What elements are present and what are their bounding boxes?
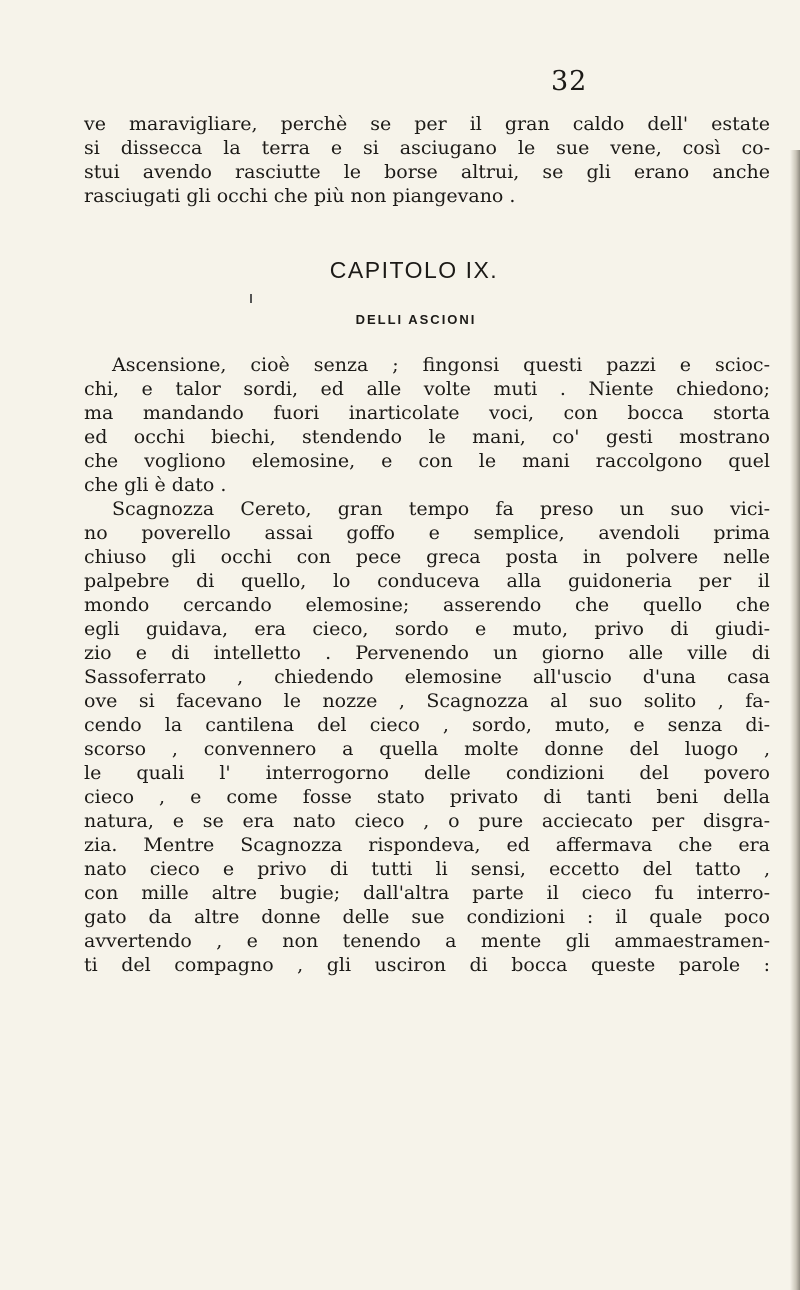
text-line: scorso , convennero a quella molte donne del luogo , (84, 738, 770, 760)
text-line: stui avendo rasciutte le borse altrui, se gli erano anche (84, 161, 770, 183)
text-line: avvertendo , e non tenendo a mente gli ammaestramen- (84, 930, 770, 952)
text-line: che gli è dato . (84, 474, 227, 496)
text-line: ti del compagno , gli usciron di bocca queste parole : (84, 954, 770, 976)
text-line: cendo la cantilena del cieco , sordo, muto, e senza di- (84, 714, 770, 736)
text-line: ove si facevano le nozze , Scagnozza al suo solito , fa- (84, 690, 770, 712)
text-line: zio e di intelletto . Pervenendo un giorno alle ville di (84, 642, 770, 664)
page-number: 32 (551, 66, 588, 97)
text-line: cieco , e come fosse stato privato di tanti beni della (84, 786, 770, 808)
text-line: ve maravigliare, perchè se per il gran caldo dell' estate (84, 113, 770, 135)
text-line: zia. Mentre Scagnozza rispondeva, ed affermava che era (84, 834, 770, 856)
text-line: Sassoferrato , chiedendo elemosine all'uscio d'una casa (84, 666, 770, 688)
text-line: rasciugati gli occhi che più non piangevano . (84, 185, 516, 207)
text-line: le quali l' interrogorno delle condizioni del povero (84, 762, 770, 784)
text-line: egli guidava, era cieco, sordo e muto, privo di giudi- (84, 618, 770, 640)
text-line: si dissecca la terra e si asciugano le sue vene, così co- (84, 137, 770, 159)
text-line: natura, e se era nato cieco , o pure acciecato per disgra- (84, 810, 770, 832)
text-line: che vogliono elemosine, e con le mani raccolgono quel (84, 450, 770, 472)
text-line: gato da altre donne delle sue condizioni : il quale poco (84, 906, 770, 928)
text-line: mondo cercando elemosine; asserendo che quello che (84, 594, 770, 616)
ink-mark (250, 294, 252, 303)
text-line: nato cieco e privo di tutti li sensi, eccetto del tatto , (84, 858, 770, 880)
text-line: chi, e talor sordi, ed alle volte muti . Niente chiedono; (84, 378, 770, 400)
section-title: DELLI ASCIONI (355, 312, 477, 327)
text-line: palpebre di quello, lo conduceva alla guidoneria per il (84, 570, 770, 592)
page-edge-shadow (790, 150, 800, 1290)
body-paragraph (84, 353, 770, 977)
continued-paragraph (84, 112, 770, 208)
chapter-title: CAPITOLO IX. (329, 257, 499, 283)
text-line: no poverello assai goffo e semplice, avendoli prima (84, 522, 770, 544)
text-line: ma mandando fuori inarticolate voci, con bocca storta (84, 402, 770, 424)
text-line: ed occhi biechi, stendendo le mani, co' gesti mostrano (84, 426, 770, 448)
text-line: Ascensione, cioè senza ; fingonsi questi pazzi e scioc- (112, 354, 770, 376)
text-line: chiuso gli occhi con pece greca posta in polvere nelle (84, 546, 770, 568)
text-line: con mille altre bugie; dall'altra parte il cieco fu interro- (84, 882, 770, 904)
text-line: Scagnozza Cereto, gran tempo fa preso un suo vici- (112, 498, 770, 520)
